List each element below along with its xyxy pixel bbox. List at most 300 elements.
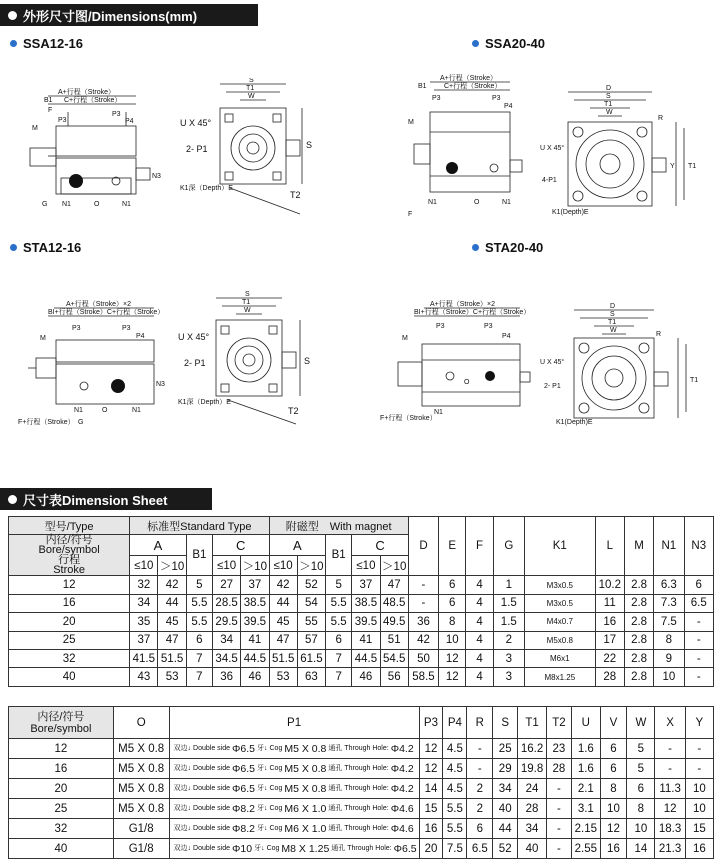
p1-cog-en: Cog [269,764,283,772]
label-f: F [408,211,413,218]
o-cell: G1/8 [113,839,169,859]
table-cell: 40 [9,668,130,686]
table-cell: 4 [466,594,493,612]
label-p4: P4 [125,118,134,125]
p1-ds-cn: 双边↓ [173,844,192,852]
label-n1b: N1 [502,199,511,206]
table-cell: 29 [493,759,518,779]
p1-ds-value: Φ6.5 [232,762,255,775]
table-cell: 12 [419,739,443,759]
header-p3: P3 [419,707,443,739]
header-a-std: A [130,535,187,556]
header-bore-cn: 内径/符号 [45,534,93,547]
table-cell: - [546,779,571,799]
table-cell: 2.8 [624,613,653,631]
table-cell: 40 [493,799,518,819]
table-cell: 39.5 [241,613,269,631]
label-b1: B1 [418,83,427,90]
label-n1: N1 [62,201,71,208]
p1-cog-value: M5 X 0.8 [284,762,327,775]
table-cell: 44 [269,594,297,612]
header-k1: K1 [524,517,595,576]
p1-ds-en: Double side [193,764,231,772]
header-b1-mag: B1 [326,535,352,576]
label-4p1: 4-P1 [542,177,557,184]
table-cell: 23 [546,739,571,759]
header-w: W [627,707,655,739]
header-bore-en: Bore/symbol [30,722,92,735]
bore-cell: 32 [9,819,114,839]
section-dimension-sheet-banner [0,488,212,510]
p1-cog-en: Cog [269,804,283,812]
table-cell: 6 [439,594,466,612]
header-le10: ≤10 [352,555,380,576]
table-cell: 3 [493,649,524,667]
label-o: O [102,407,108,414]
table-cell: 45 [269,613,297,631]
table-cell: 50 [408,649,438,667]
p1-ds-value: Φ8.2 [232,802,255,815]
p1-cog-en: Cog [269,824,283,832]
sta20-40-side-drawing [380,300,540,430]
header-t2: T2 [546,707,571,739]
table-cell: - [684,649,714,667]
table-cell: - [684,613,714,631]
header-gt10: ＞10 [241,555,269,576]
banner-dot-icon [8,11,17,20]
header-o: O [113,707,169,739]
table-cell: 28.5 [212,594,240,612]
table-cell: 9 [654,649,684,667]
bore-cell: 40 [9,839,114,859]
drawing-title-sta20-40 [472,240,543,255]
table-cell: 24 [518,779,547,799]
label-ux45: U X 45° [540,359,565,366]
table-cell: 5.5 [186,594,212,612]
p1-through-value: Φ4.6 [390,802,414,815]
table-cell: 12 [419,759,443,779]
header-a-mag: A [269,535,326,556]
table-row [9,839,714,859]
table-cell: 20 [419,839,443,859]
table-cell: M3x0.5 [524,594,595,612]
table-cell: 44.5 [352,649,380,667]
table-cell: 10 [439,631,466,649]
label-t1-side: T1 [688,163,697,170]
table-cell: 6 [600,739,627,759]
table-cell: 6.3 [654,576,684,594]
table-cell: 37 [241,576,269,594]
drawing-title-ssa12-16 [10,36,83,51]
table-cell: 12 [9,576,130,594]
bore-cell: 16 [9,759,114,779]
table-row [9,576,714,594]
table-cell: 21.3 [655,839,685,859]
table-cell: 42 [408,631,438,649]
o-cell: M5 X 0.8 [113,759,169,779]
table-cell: 42 [269,576,297,594]
header-p1: P1 [169,707,419,739]
label-o: O [464,379,470,386]
drawing-title-sta12-16 [10,240,81,255]
table-cell: 47 [269,631,297,649]
table-row [9,613,714,631]
header-with-magnet: 附磁型 With magnet [269,517,408,535]
table-row [9,799,714,819]
table-cell: 34 [518,819,547,839]
label-f-stroke: F+行程（Stroke） [18,419,75,426]
table-cell: 4 [466,576,493,594]
p1-through-label: 通孔 Through Hole: [328,784,389,792]
table-cell: - [655,759,685,779]
table-cell: 14 [627,839,655,859]
label-f: F [48,107,53,114]
table-cell: 58.5 [408,668,438,686]
table-cell: 47 [158,631,186,649]
table-cell: 7 [326,668,352,686]
table-cell: 28 [595,668,624,686]
table-cell: 6 [627,779,655,799]
label-n3: N3 [152,173,161,180]
table-cell: 46 [352,668,380,686]
header-le10: ≤10 [130,555,158,576]
table-cell: 2.1 [572,779,601,799]
label-k1-depth: K1(Depth)E [552,209,589,216]
p1-cog-value: M5 X 0.8 [284,742,327,755]
header-gt10: ＞10 [158,555,186,576]
header-d: D [408,517,438,576]
table-cell: 20 [9,613,130,631]
p1-through-value: Φ6.5 [393,842,417,855]
label-k1-depth: K1深（Depth）E [178,399,231,406]
header-e: E [439,517,466,576]
bore-cell: 20 [9,779,114,799]
label-y: Y [670,163,675,170]
header-f: F [466,517,493,576]
label-p3b: P3 [484,323,493,330]
o-cell: M5 X 0.8 [113,799,169,819]
label-s-side: S [306,140,313,150]
label-p3b: P3 [112,111,121,118]
p1-ds-value: Φ6.5 [232,782,255,795]
table-cell: 40 [518,839,547,859]
table-cell: 5.5 [326,613,352,631]
label-w: W [244,307,251,314]
p1-ds-en: Double side [193,744,231,752]
table-cell: 2.8 [624,649,653,667]
table-cell: 2.15 [572,819,601,839]
table-cell: 17 [595,631,624,649]
table-cell: 12 [655,799,685,819]
table-cell: - [685,739,713,759]
label-p3b: P3 [492,95,501,102]
header-stroke-en: Stroke [53,564,85,577]
label-w: W [606,109,613,116]
port-circle [485,371,495,381]
ssa12-16-side-drawing [18,82,168,212]
table-cell: 36 [408,613,438,631]
header-gt10: ＞10 [297,555,325,576]
table-cell: - [546,839,571,859]
o-cell: G1/8 [113,819,169,839]
table-cell: 6.5 [467,839,493,859]
label-p4: P4 [504,103,513,110]
table-cell: 14 [419,779,443,799]
table-cell: 41 [352,631,380,649]
table-row [9,779,714,799]
table-cell: 12 [439,649,466,667]
header-b1-std: B1 [186,535,212,576]
table-cell: - [408,594,438,612]
o-cell: M5 X 0.8 [113,739,169,759]
table-cell: 7.5 [443,839,467,859]
table-cell: 44 [493,819,518,839]
label-k1-depth: K1(Depth)E [556,419,593,426]
table-cell: 2.8 [624,594,653,612]
label-p4: P4 [502,333,511,340]
table-cell: - [467,739,493,759]
table-row [9,759,714,779]
table-cell: 47 [380,576,408,594]
table-cell: 46 [241,668,269,686]
header-bore-symbol [9,707,114,739]
table-cell: 51.5 [158,649,186,667]
table-cell: 4 [466,649,493,667]
table-cell: 3.1 [572,799,601,819]
label-s: S [610,311,615,318]
label-ux45: U X 45° [540,145,565,152]
table-cell: 2.8 [624,668,653,686]
table-cell: 52 [493,839,518,859]
p1-cog-en: Cog [269,784,283,792]
table-cell: 27 [212,576,240,594]
table-cell: 10 [654,668,684,686]
p1-ds-cn: 双边↓ [173,744,192,752]
table-row [9,594,714,612]
label-f-stroke: F+行程（Stroke） [380,415,437,422]
p1-cell [169,779,419,799]
table-cell: - [467,759,493,779]
table-cell: 6 [439,576,466,594]
label-n1b: N1 [132,407,141,414]
header-gt10: ＞10 [380,555,408,576]
table-cell: 57 [297,631,325,649]
p1-ds-en: Double side [193,784,231,792]
table-cell: 54 [297,594,325,612]
label-r: R [658,115,664,122]
section-dimensions-banner [0,4,258,26]
header-x: X [655,707,685,739]
table-cell: 44.5 [241,649,269,667]
table-cell: 2 [493,631,524,649]
p1-through-label: 通孔 Through Hole: [328,824,389,832]
table-cell: 4 [466,631,493,649]
table-cell: 22 [595,649,624,667]
p1-ds-en: Double side [193,824,231,832]
table-cell: 54.5 [380,649,408,667]
p1-through-value: Φ4.2 [390,742,414,755]
label-p3: P3 [72,325,81,332]
p1-cell [169,739,419,759]
table-cell: 5.5 [326,594,352,612]
table-cell: 39.5 [352,613,380,631]
label-k1-depth: K1深（Depth）E [180,185,233,192]
table-cell: 7.5 [654,613,684,631]
table-cell: 44 [158,594,186,612]
p1-ds-en: Double side [193,804,231,812]
table-cell: 2 [467,779,493,799]
label-n1: N1 [74,407,83,414]
p1-ds-en: Double side [193,844,231,852]
p1-cell [169,839,419,859]
label-n3: N3 [156,381,165,388]
sta12-16-front-drawing [170,290,330,430]
p1-through-label: 通孔 Through Hole: [331,844,392,852]
bullet-icon [472,244,479,251]
header-l: L [595,517,624,576]
sta12-16-side-drawing [18,300,168,430]
label-a-stroke: A+行程（Stroke） [440,75,497,82]
sta20-40-front-drawing [540,300,710,430]
drawing-title-ssa20-40 [472,36,545,51]
table-cell: 8 [439,613,466,631]
label-p3: P3 [58,117,67,124]
label-w: W [610,327,617,334]
p1-ds-cn: 双边↓ [173,804,192,812]
label-w: W [248,93,255,100]
header-bore-stroke [9,535,130,576]
label-p3: P3 [436,323,445,330]
table-cell: 51.5 [269,649,297,667]
label-c-stroke: C+行程（Stroke） [64,97,122,104]
label-2p1: 2- P1 [184,358,206,368]
table-cell: M4x0.7 [524,613,595,631]
table-cell: 5 [627,759,655,779]
table-cell: 19.8 [518,759,547,779]
header-g: G [493,517,524,576]
header-bore-cn: 内径/符号 [37,710,85,723]
p1-ds-value: Φ10 [232,842,253,855]
o-cell: M5 X 0.8 [113,779,169,799]
table-cell: 10 [685,799,713,819]
table-row [9,819,714,839]
label-t2: T2 [288,406,299,416]
table-cell: - [408,576,438,594]
table-cell: 38.5 [241,594,269,612]
label-g: G [42,201,48,208]
table-cell: 15 [419,799,443,819]
label-bc-stroke: BI+行程（Stroke）C+行程（Stroke） [48,309,165,316]
table-cell: 38.5 [352,594,380,612]
label-ux45: U X 45° [180,118,212,128]
label-c-stroke: C+行程（Stroke） [444,83,502,90]
table-cell: 3 [493,668,524,686]
port-circle [446,162,458,174]
label-t1: T1 [608,319,617,326]
header-n3: N3 [684,517,714,576]
table-cell: 6.5 [684,594,714,612]
table-cell: 53 [158,668,186,686]
label-2p1: 2- P1 [544,383,561,390]
section-dimensions-title: 外形尺寸图/Dimensions(mm) [23,8,198,24]
table-cell: - [546,799,571,819]
p1-cell [169,759,419,779]
label-bc-stroke: BI+行程（Stroke）C+行程（Stroke） [414,309,531,316]
label-m: M [40,335,46,342]
bullet-icon [10,244,17,251]
table-cell: 43 [130,668,158,686]
table-cell: - [684,668,714,686]
table-cell: 6 [326,631,352,649]
header-p4: P4 [443,707,467,739]
table-cell: 11 [595,594,624,612]
table-cell: 6 [600,759,627,779]
label-d: D [610,303,616,310]
table-cell: 1.5 [493,613,524,631]
table-cell: 51 [380,631,408,649]
ssa12-16-front-drawing [170,78,330,218]
table-cell: 25 [9,631,130,649]
p1-cog-value: M8 X 1.25 [281,842,330,855]
table-cell: 2.8 [624,631,653,649]
header-t1: T1 [518,707,547,739]
label-s: S [606,93,611,100]
table-cell: 16 [685,839,713,859]
p1-cell [169,799,419,819]
table-cell: 37 [130,631,158,649]
table-cell: 4 [466,668,493,686]
p1-cog-cn: 牙↓ [257,784,268,792]
label-a-stroke2: A+行程（Stroke）×2 [430,301,495,308]
table-cell: 25 [493,739,518,759]
label-n1: N1 [434,409,443,416]
ssa20-40-side-drawing [400,72,540,222]
table-cell: 7.3 [654,594,684,612]
table-cell: 1.6 [572,739,601,759]
table-cell: 12 [439,668,466,686]
header-y: Y [685,707,713,739]
p1-cell [169,819,419,839]
port-circle [69,174,83,188]
table-cell: 53 [269,668,297,686]
header-standard-type: 标准型Standard Type [130,517,269,535]
table-cell: 41.5 [130,649,158,667]
dimension-table-2 [8,706,714,859]
table-cell: 34 [212,631,240,649]
label-s: S [245,291,250,298]
p1-through-value: Φ4.2 [390,762,414,775]
header-bore-en: Bore/symbol [38,544,100,557]
header-u: U [572,707,601,739]
table-cell: - [684,631,714,649]
label-r: R [656,331,662,338]
p1-through-label: 通孔 Through Hole: [328,744,389,752]
table-cell: 10 [627,819,655,839]
table-cell: 4 [466,613,493,631]
label-ux45: U X 45° [178,332,210,342]
table-cell: 34.5 [212,649,240,667]
table-cell: M5x0.8 [524,631,595,649]
table-cell: M8x1.25 [524,668,595,686]
table-cell: 12 [600,819,627,839]
label-s: S [249,78,254,84]
table-cell: 8 [600,779,627,799]
table-cell: 10 [600,799,627,819]
header-r: R [467,707,493,739]
table-cell: 35 [130,613,158,631]
table-cell: 4.5 [443,779,467,799]
table-cell: 15 [685,819,713,839]
